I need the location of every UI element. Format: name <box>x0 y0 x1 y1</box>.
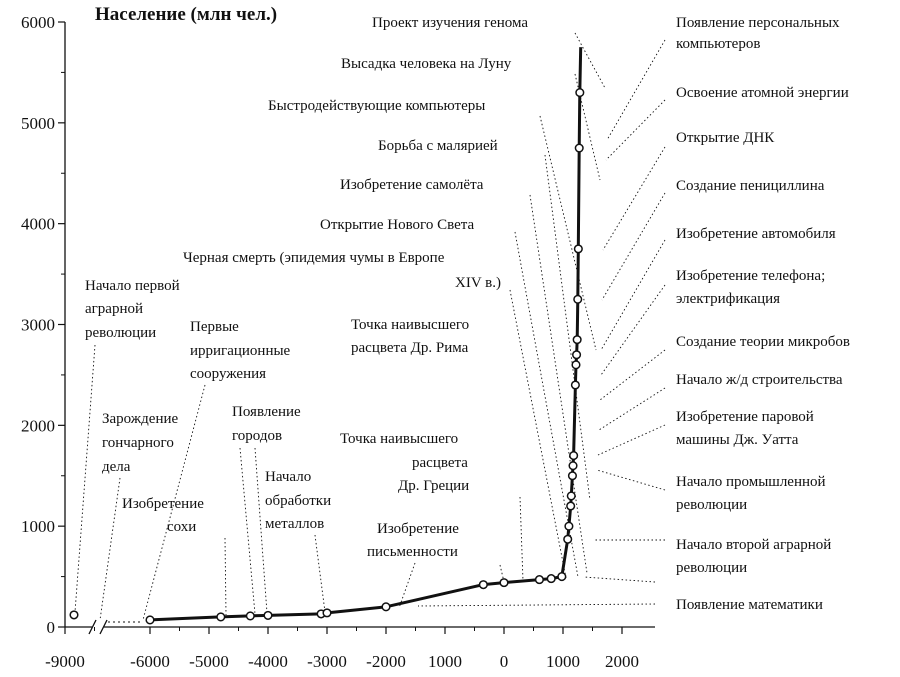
annotation-label: гончарного <box>102 435 174 451</box>
annotation-label: Проект изучения генома <box>372 15 529 31</box>
annotation-label: сохи <box>167 519 197 535</box>
data-point <box>570 452 578 460</box>
data-point <box>247 612 255 620</box>
data-point <box>217 613 225 621</box>
x-tick-label: 2000 <box>605 652 639 671</box>
annotation-label: Точка наивысшего <box>351 317 470 333</box>
leader-line <box>607 40 665 140</box>
leader-line <box>597 470 665 490</box>
leader-line <box>603 147 665 250</box>
annotation-label-right: Начало ж/д строительства <box>676 372 843 388</box>
annotation-label-right: Начало промышленной <box>676 474 826 490</box>
data-point <box>480 581 488 589</box>
annotation-label-right: Появление математики <box>676 597 823 613</box>
annotation-label: Высадка человека на Луну <box>341 56 512 72</box>
x-tick-label: 0 <box>499 652 509 671</box>
annotation-label-right: Начало второй аграрной <box>676 537 832 553</box>
y-tick-label: 2000 <box>21 416 55 436</box>
leader-line <box>315 535 325 612</box>
annotation-label: Изобретение <box>377 521 459 537</box>
annotation-label: Начало первой <box>85 278 180 294</box>
leader-line <box>598 425 665 455</box>
leader-line <box>225 538 226 615</box>
data-point <box>572 381 580 389</box>
data-point <box>569 472 577 480</box>
data-point-9000 <box>70 611 78 619</box>
leader-line <box>510 290 566 578</box>
annotation-label: Открытие Нового Света <box>320 217 475 233</box>
annotation-label: Изобретение самолёта <box>340 177 484 193</box>
y-tick-label: 1000 <box>21 517 55 537</box>
leader-line <box>100 478 120 620</box>
x-tick-label: -4000 <box>248 652 288 671</box>
annotation-label-right: электрификация <box>676 291 781 307</box>
annotation-label-right: революции <box>676 497 748 513</box>
annotation-label: Др. Греции <box>398 478 470 494</box>
x-tick-label: -2000 <box>366 652 406 671</box>
annotation-label-right: революции <box>676 560 748 576</box>
leader-line <box>584 577 655 582</box>
data-point <box>567 502 575 510</box>
leader-line <box>240 448 255 614</box>
data-point <box>569 462 577 470</box>
leader-line <box>600 350 665 400</box>
data-point <box>323 609 331 617</box>
data-point <box>547 575 555 583</box>
y-tick-label: 0 <box>46 618 55 637</box>
annotation-label-right: Создание теории микробов <box>676 334 850 350</box>
annotation-label-right: Изобретение телефона; <box>676 268 826 284</box>
x-tick-label: 1000 <box>428 652 462 671</box>
annotation-label: обработки <box>265 493 332 509</box>
data-point <box>573 336 581 344</box>
data-point <box>558 573 566 581</box>
leader-line <box>602 193 665 300</box>
data-point <box>382 603 390 611</box>
data-markers <box>70 89 583 624</box>
leader-line <box>418 604 655 606</box>
x-tick-label: -9000 <box>45 652 85 671</box>
data-point <box>565 522 573 530</box>
annotation-label: письменности <box>367 544 458 560</box>
y-tick-label: 6000 <box>21 13 55 32</box>
annotation-label: Черная смерть (эпидемия чумы в Европе <box>183 250 445 266</box>
x-tick-label: -6000 <box>130 652 170 671</box>
annotation-label: аграрной <box>85 301 144 317</box>
y-tick-label: 3000 <box>21 315 55 335</box>
annotation-label: XIV в.) <box>455 275 501 291</box>
annotation-label: Начало <box>265 469 312 485</box>
data-point <box>574 295 582 303</box>
annotation-label-right: Изобретение автомобиля <box>676 226 836 242</box>
annotation-label-right: Открытие ДНК <box>676 130 775 146</box>
leader-line <box>601 285 665 375</box>
annotation-label: сооружения <box>190 366 267 382</box>
leader-line <box>606 100 665 160</box>
annotation-label: Появление <box>232 404 301 420</box>
leader-line <box>545 155 590 500</box>
annotation-label: Изобретение <box>122 496 204 512</box>
annotation-label: Первые <box>190 319 239 335</box>
annotation-labels <box>85 15 850 613</box>
leader-line <box>75 345 95 612</box>
leader-line <box>599 388 665 430</box>
annotation-label-right: Появление персональных <box>676 15 840 31</box>
data-point <box>564 535 572 543</box>
annotation-label: ирригационные <box>190 343 291 359</box>
x-tick-label: 1000 <box>546 652 580 671</box>
annotation-label: Точка наивысшего <box>340 431 459 447</box>
data-point <box>567 492 575 500</box>
annotation-label: дела <box>102 459 131 475</box>
data-point <box>536 576 544 584</box>
annotation-label: расцвета <box>412 455 468 471</box>
annotation-label: металлов <box>265 516 325 532</box>
y-tick-label: 4000 <box>21 214 55 234</box>
leader-line <box>601 240 665 350</box>
data-point <box>146 616 154 624</box>
annotation-label-right: Освоение атомной энергии <box>676 85 849 101</box>
data-point <box>575 144 583 152</box>
data-point <box>573 351 581 359</box>
x-tick-label: -5000 <box>189 652 229 671</box>
annotation-label-right: Создание пенициллина <box>676 178 825 194</box>
y-tick-label: 5000 <box>21 113 55 133</box>
annotation-label-right: машины Дж. Уатта <box>676 432 799 448</box>
data-point <box>572 361 580 369</box>
annotation-label: революции <box>85 325 157 341</box>
annotation-label-right: Изобретение паровой <box>676 409 814 425</box>
annotation-label: Быстродействующие компьютеры <box>268 98 486 114</box>
annotation-label-right: компьютеров <box>676 36 761 52</box>
data-point <box>264 612 272 620</box>
annotation-label: Борьба с малярией <box>378 138 498 154</box>
leader-line <box>520 497 523 581</box>
x-tick-label: -3000 <box>307 652 347 671</box>
annotation-label: городов <box>232 428 283 444</box>
data-point <box>575 245 583 253</box>
chart-title: Население (млн чел.) <box>95 4 278 25</box>
data-point <box>576 89 584 97</box>
annotation-label: Зарождение <box>102 411 179 427</box>
annotation-label: расцвета Др. Рима <box>351 340 469 356</box>
data-point <box>500 579 508 587</box>
